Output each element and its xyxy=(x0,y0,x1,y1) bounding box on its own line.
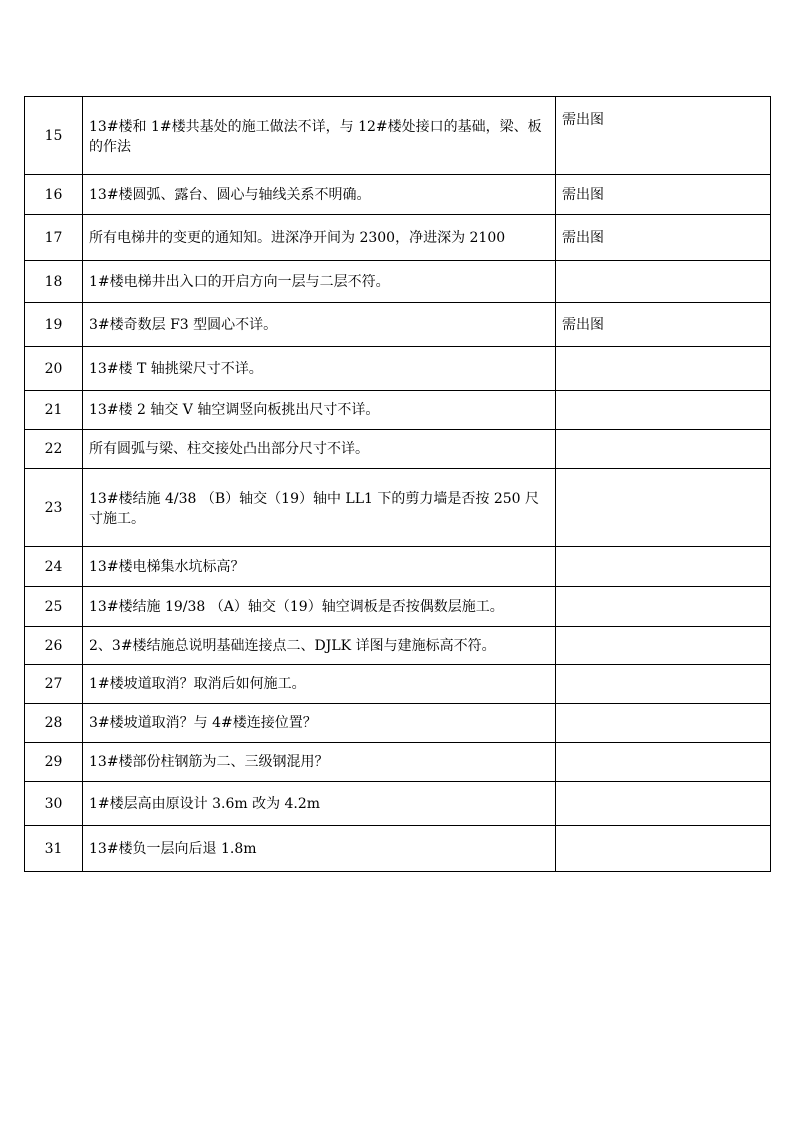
issue-note: 需出图 xyxy=(556,97,771,175)
table-row xyxy=(25,782,771,826)
row-number: 29 xyxy=(25,743,83,782)
issue-note xyxy=(556,547,771,587)
issue-description: 3#楼奇数层 F3 型圆心不详。 xyxy=(83,303,556,347)
issue-description: 13#楼结施 4/38 （B）轴交（19）轴中 LL1 下的剪力墙是否按 250 尺寸施工。 xyxy=(83,469,556,547)
table-row xyxy=(25,391,771,430)
issue-note xyxy=(556,826,771,872)
row-number: 27 xyxy=(25,665,83,704)
row-number: 17 xyxy=(25,215,83,261)
table-row xyxy=(25,547,771,587)
row-number: 18 xyxy=(25,261,83,303)
issue-note: 需出图 xyxy=(556,215,771,261)
table-row xyxy=(25,704,771,743)
row-number: 20 xyxy=(25,347,83,391)
row-number: 15 xyxy=(25,97,83,175)
issue-description: 13#楼 T 轴挑梁尺寸不详。 xyxy=(83,347,556,391)
row-number: 16 xyxy=(25,175,83,215)
table-row xyxy=(25,469,771,547)
issue-note xyxy=(556,665,771,704)
table-row xyxy=(25,743,771,782)
row-number: 26 xyxy=(25,627,83,665)
row-number: 31 xyxy=(25,826,83,872)
table-row xyxy=(25,665,771,704)
issue-note xyxy=(556,782,771,826)
issue-description: 13#楼部份柱钢筋为二、三级钢混用？ xyxy=(83,743,556,782)
issue-note: 需出图 xyxy=(556,175,771,215)
row-number: 22 xyxy=(25,430,83,469)
table-row xyxy=(25,627,771,665)
table-row xyxy=(25,587,771,627)
issue-description: 13#楼电梯集水坑标高？ xyxy=(83,547,556,587)
issue-description: 13#楼 2 轴交 V 轴空调竖向板挑出尺寸不详。 xyxy=(83,391,556,430)
issue-description: 13#楼和 1#楼共基处的施工做法不详，与 12#楼处接口的基础，梁、板的作法 xyxy=(83,97,556,175)
issue-note xyxy=(556,347,771,391)
issue-note xyxy=(556,627,771,665)
issue-note xyxy=(556,704,771,743)
table-row xyxy=(25,826,771,872)
issue-description: 所有电梯井的变更的通知知。进深净开间为 2300，净进深为 2100 xyxy=(83,215,556,261)
issue-note: 需出图 xyxy=(556,303,771,347)
issue-note xyxy=(556,587,771,627)
issue-table xyxy=(24,96,771,872)
issue-description: 2、3#楼结施总说明基础连接点二、DJLK 详图与建施标高不符。 xyxy=(83,627,556,665)
issue-note xyxy=(556,261,771,303)
table-row xyxy=(25,175,771,215)
table-row xyxy=(25,215,771,261)
issue-note xyxy=(556,391,771,430)
table-row xyxy=(25,430,771,469)
table-row xyxy=(25,261,771,303)
row-number: 25 xyxy=(25,587,83,627)
issue-note xyxy=(556,469,771,547)
issue-description: 13#楼圆弧、露台、圆心与轴线关系不明确。 xyxy=(83,175,556,215)
row-number: 30 xyxy=(25,782,83,826)
issue-description: 1#楼电梯井出入口的开启方向一层与二层不符。 xyxy=(83,261,556,303)
row-number: 24 xyxy=(25,547,83,587)
table-row xyxy=(25,347,771,391)
issue-note xyxy=(556,743,771,782)
table-row xyxy=(25,97,771,175)
issue-description: 13#楼结施 19/38 （A）轴交（19）轴空调板是否按偶数层施工。 xyxy=(83,587,556,627)
issue-description: 13#楼负一层向后退 1.8m xyxy=(83,826,556,872)
issue-description: 所有圆弧与梁、柱交接处凸出部分尺寸不详。 xyxy=(83,430,556,469)
issue-description: 3#楼坡道取消？与 4#楼连接位置？ xyxy=(83,704,556,743)
table-row xyxy=(25,303,771,347)
issue-note xyxy=(556,430,771,469)
row-number: 23 xyxy=(25,469,83,547)
row-number: 28 xyxy=(25,704,83,743)
row-number: 21 xyxy=(25,391,83,430)
row-number: 19 xyxy=(25,303,83,347)
issue-description: 1#楼坡道取消？取消后如何施工。 xyxy=(83,665,556,704)
issue-description: 1#楼层高由原设计 3.6m 改为 4.2m xyxy=(83,782,556,826)
